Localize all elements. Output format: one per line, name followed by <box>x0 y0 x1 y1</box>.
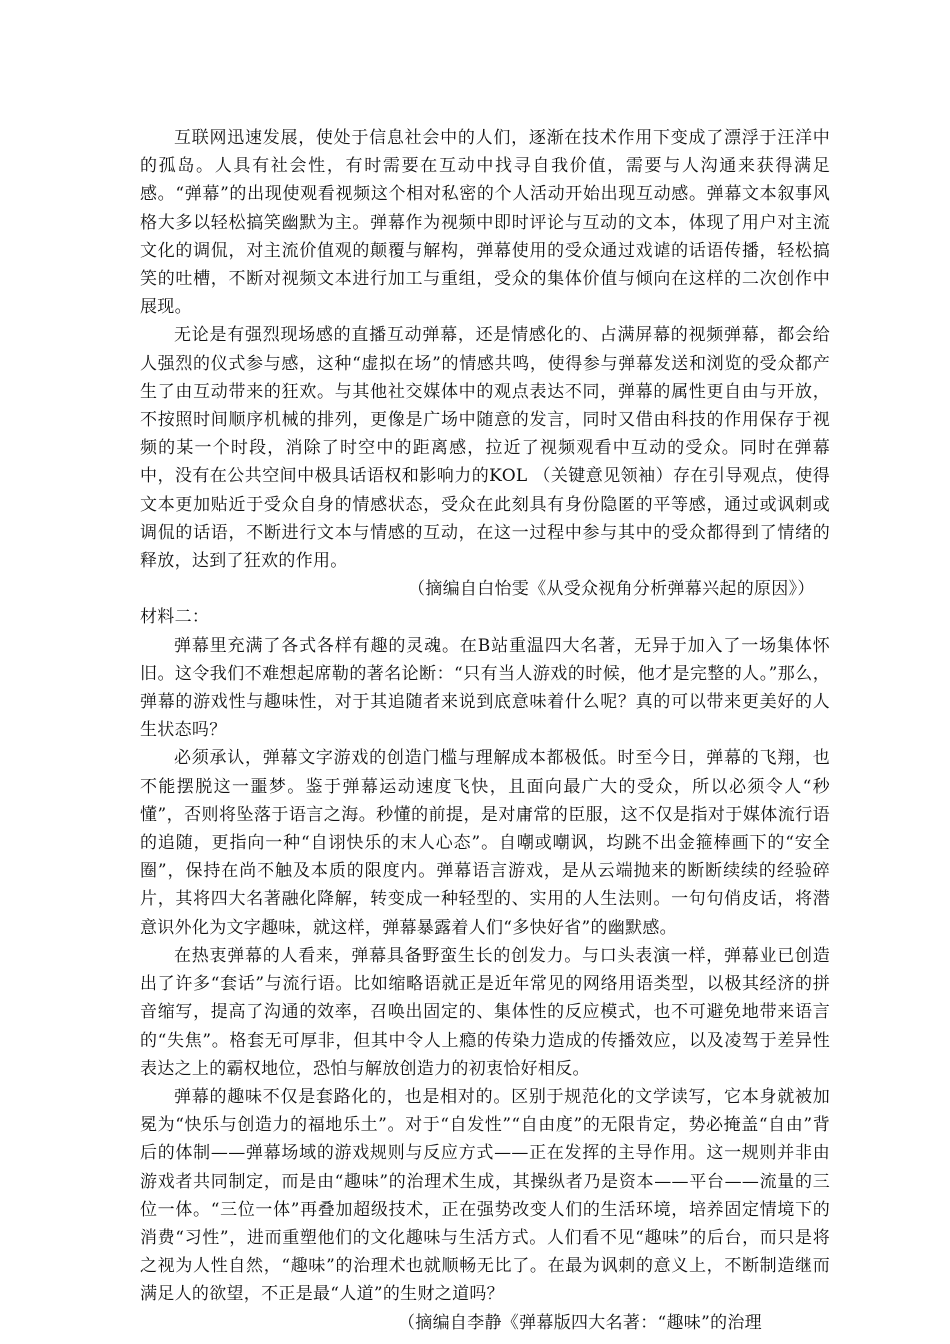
material-two-paragraph-2: 必须承认，弹幕文字游戏的创造门槛与理解成本都极低。时至今日，弹幕的飞翔，也不能摆脱这一噩梦。鉴于弹幕运动速度飞快，且面向最广大的受众，所以必须令人“秒懂”，否则将坠落于语言之海。秒懂的前提，是对庸常的臣服，这不仅是指对于媒体流行语的追随，更指向一种“自诩快乐的末人心态”。自嘲或嘲讽，均跳不出金箍棒画下的“安全圈”，保持在尚不触及本质的限度内。弹幕语言游戏，是从云端抛来的断断续续的经验碎片，其将四大名著融化降解，转变成一种轻型的、实用的人生法则。一句句俏皮话，将潜意识外化为文字趣味，就这样，弹幕暴露着人们“多快好省”的幽默感。 <box>140 748 830 938</box>
material-one-source: （摘编自白怡雯《从受众视角分析弹幕兴起的原因》） <box>408 579 815 600</box>
material-one-paragraph-2: 无论是有强烈现场感的直播互动弹幕，还是情感化的、占满屏幕的视频弹幕，都会给人强烈的仪式参与感，这种“虚拟在场”的情感共鸣，使得参与弹幕发送和浏览的受众都产生了由互动带来的狂欢。与其他社交媒体中的观点表达不同，弹幕的属性更自由与开放，不按照时间顺序机械的排列，更像是广场中随意的发言，同时又借由科技的作用保存于视频的某一个时段，消除了时空中的距离感，拉近了视频观看中互动的受众。同时在弹幕中，没有在公共空间中极具话语权和影响力的KOL （关键意见领袖）存在引导观点，使得文本更加贴近于受众自身的情感状态，受众在此刻具有身份隐匿的平等感，通过或讽刺或调侃的话语，不断进行文本与情感的互动，在这一过程中参与其中的受众都得到了情绪的释放，达到了狂欢的作用。 <box>140 325 830 572</box>
material-two-paragraph-4: 弹幕的趣味不仅是套路化的，也是相对的。区别于规范化的文学读写，它本身就被加冕为“快乐与创造力的福地乐土”。对于“自发性”“自由度”的无限肯定，势必掩盖“自由”背后的体制——弹幕场域的游戏规则与反应方式——正在发挥的主导作用。这一规则并非由游戏者共同制定，而是由“趣味”的治理术生成，其操纵者乃是资本——平台——流量的三位一体。“三位一体”再叠加超级技术，正在强势改变人们的生活环境，培养固定情境下的消费“习性”，进而重塑他们的文化趣味与生活方式。人们看不见“趣味”的后台，而只是将之视为人性自然，“趣味”的治理术也就顺畅无比了。在最为讽刺的意义上，不断制造继而满足人的欲望，不正是最“人道”的生财之道吗？ <box>140 1086 830 1305</box>
material-two-paragraph-1: 弹幕里充满了各式各样有趣的灵魂。在B站重温四大名著，无异于加入了一场集体怀旧。这令我们不难想起席勒的著名论断：“只有当人游戏的时候，他才是完整的人。”那么，弹幕的游戏性与趣味性，对于其追随者来说到底意味着什么呢？真的可以带来更美好的人生状态吗？ <box>140 635 830 741</box>
material-one-paragraph-1: 互联网迅速发展，使处于信息社会中的人们，逐渐在技术作用下变成了漂浮于汪洋中的孤岛。人具有社会性，有时需要在互动中找寻自我价值，需要与人沟通来获得满足感。“弹幕”的出现使观看视频这个相对私密的个人活动开始出现互动感。弹幕文本叙事风格大多以轻松搞笑幽默为主。弹幕作为视频中即时评论与互动的文本，体现了用户对主流文化的调侃，对主流价值观的颠覆与解构，弹幕使用的受众通过戏谑的话语传播，轻松搞笑的吐槽，不断对视频文本进行加工与重组，受众的集体价值与倾向在这样的二次创作中展现。 <box>140 128 830 318</box>
material-two-source: （摘编自李静《弹幕版四大名著：“趣味”的治理 <box>398 1312 762 1333</box>
document-page <box>140 124 830 1337</box>
material-two-heading: 材料二： <box>140 607 210 628</box>
material-two-paragraph-3: 在热衷弹幕的人看来，弹幕具备野蛮生长的创发力。与口头表演一样，弹幕业已创造出了许多“套话”与流行语。比如缩略语就正是近年常见的网络用语类型，以极其经济的拼音缩写，提高了沟通的效率，召唤出固定的、集体性的反应模式，也不可避免地带来语言的“失焦”。格套无可厚非，但其中令人上瘾的传染力造成的传播效应，以及凌驾于差异性表达之上的霸权地位，恐怕与解放创造力的初衷恰好相反。 <box>140 945 830 1079</box>
